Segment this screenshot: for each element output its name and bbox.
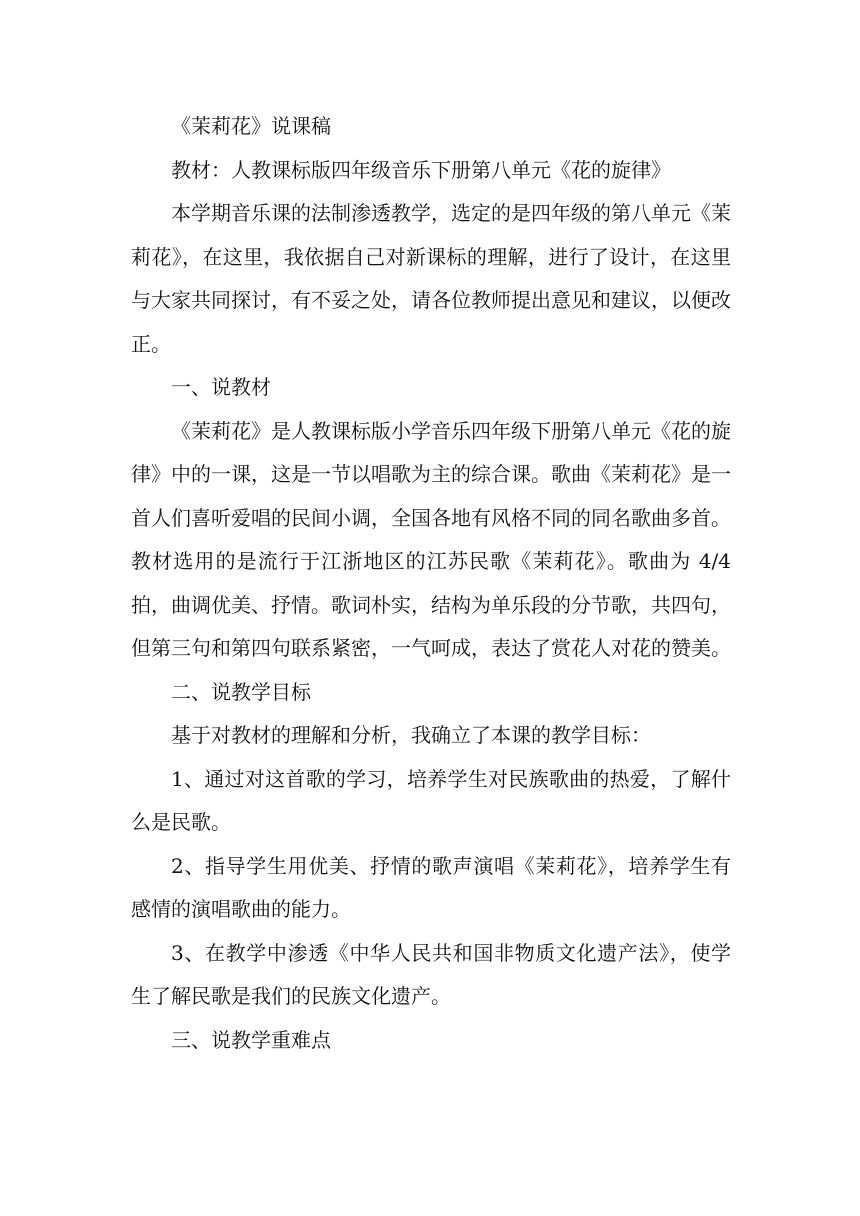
goals-intro: 基于对教材的理解和分析，我确立了本课的教学目标： (171, 723, 651, 747)
goal-item: 2、指导学生用优美、抒情的歌声演唱《茉莉花》，培养学生有感情的演唱歌曲的能力。 (131, 853, 731, 921)
intro-paragraph: 本学期音乐课的法制渗透教学，选定的是四年级的第八单元《茉莉花》，在这里，我依据自己对新课标的理解，进行了设计，在这里与大家共同探讨，有不妥之处，请各位教师提出意见和建议，以便改正。 (131, 201, 731, 356)
section-heading-textbook: 一、说教材 (171, 375, 271, 399)
goal-item: 3、在教学中渗透《中华人民共和国非物质文化遗产法》，使学生了解民歌是我们的民族文化遗产。 (131, 940, 731, 1008)
document-title: 《茉莉花》说课稿 (171, 114, 331, 138)
section-heading-goals: 二、说教学目标 (171, 679, 311, 704)
section-heading-key-points: 三、说教学重难点 (171, 1027, 331, 1052)
document-body (131, 105, 731, 1062)
goal-item: 1、通过对这首歌的学习，培养学生对民族歌曲的热爱，了解什么是民歌。 (131, 766, 731, 834)
material-line: 教材：人教课标版四年级音乐下册第八单元《花的旋律》 (171, 157, 671, 182)
textbook-paragraph: 《茉莉花》是人教课标版小学音乐四年级下册第八单元《花的旋律》中的一课，这是一节以唱歌为主的综合课。歌曲《茉莉花》是一首人们喜听爱唱的民间小调，全国各地有风格不同的同名歌曲多首。教材选用的是流行于江浙地区的江苏民歌《茉莉花》。歌曲为 4/4 拍，曲调优美、抒情。歌词朴实，结构为单乐段的分节歌，共四句，但第三句和第四句联系紧密，一气呵成，表达了赏花人对花的赞美。 (131, 418, 731, 660)
